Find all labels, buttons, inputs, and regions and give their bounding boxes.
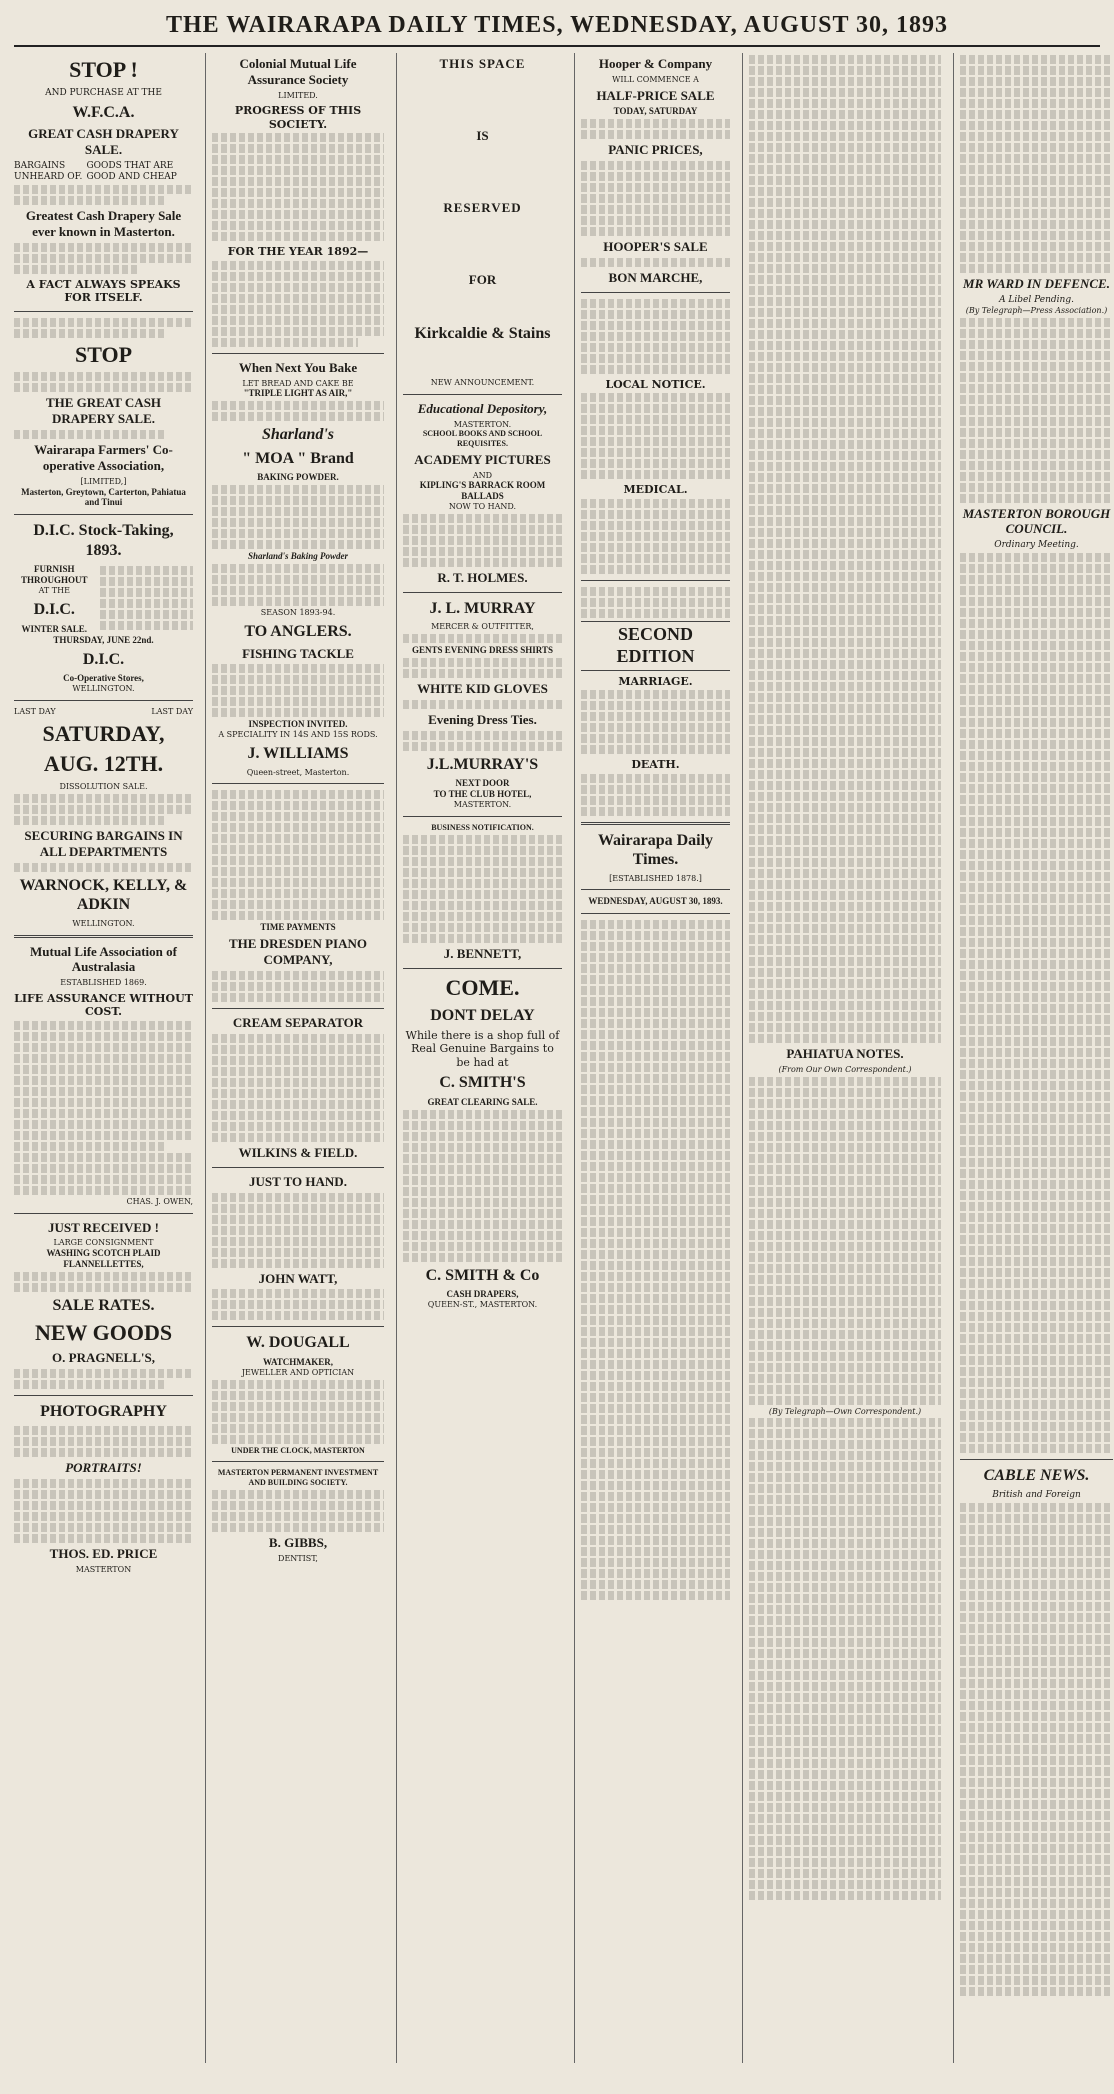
dic-2: D.I.C.	[33, 601, 75, 619]
limited: [LIMITED,]	[80, 476, 127, 486]
wellington-2: WELLINGTON.	[72, 918, 135, 928]
great-sale: GREAT CASH DRAPERY SALE.	[28, 126, 179, 158]
cash-drapers: CASH DRAPERS,	[446, 1289, 519, 1300]
c-smith-co: C. SMITH & Co	[425, 1266, 540, 1284]
to-anglers: TO ANGLERS.	[244, 622, 352, 640]
thos-price: THOS. ED. PRICE	[49, 1545, 158, 1561]
under-clock: UNDER THE CLOCK, MASTERTON	[231, 1445, 365, 1455]
and: AND	[472, 470, 493, 480]
this-space: THIS SPACE	[439, 56, 526, 71]
chas-owen: CHAS. J. OWEN,	[126, 1196, 193, 1206]
column-6	[953, 53, 1114, 2063]
come: COME.	[445, 974, 520, 1000]
column-5	[742, 53, 947, 2063]
business-notification: BUSINESS NOTIFICATION.	[431, 823, 534, 833]
building-society: MASTERTON PERMANENT INVESTMENT AND BUILDING SOCIETY.	[217, 1468, 379, 1488]
life-assurance: LIFE ASSURANCE WITHOUT COST.	[14, 991, 193, 1019]
while-shop: While there is a shop full of Real Genuine Bargains to be had at	[405, 1029, 560, 1069]
towns: Masterton, Greytown, Carterton, Pahiatua and Tinui	[21, 486, 186, 508]
saturday: SATURDAY,	[42, 720, 165, 746]
medical: MEDICAL.	[623, 483, 688, 497]
baking-powder: BAKING POWDER.	[257, 472, 339, 483]
masterton-3: MASTERTON.	[453, 419, 512, 429]
c-smiths: C. SMITH'S	[439, 1074, 526, 1092]
reserved: RESERVED	[443, 199, 522, 215]
queen-st-masterton: QUEEN-ST., MASTERTON.	[427, 1300, 538, 1310]
fact-line: A FACT ALWAYS SPEAKS FOR ITSELF.	[26, 277, 181, 305]
speciality: A SPECIALITY IN 14S AND 15S RODS.	[218, 730, 378, 740]
stop-headline-2: STOP	[74, 341, 133, 367]
telegraph: (By Telegraph—Own Correspondent.)	[768, 1406, 922, 1416]
death: DEATH.	[631, 758, 680, 772]
progress: PROGRESS OF THIS SOCIETY.	[234, 104, 362, 131]
newspaper-title: THE WAIRARAPA DAILY TIMES, WEDNESDAY, AUGUST 30, 1893	[165, 12, 949, 38]
goods-cheap: GOODS THAT ARE GOOD AND CHEAP	[86, 161, 177, 182]
marriage: MARRIAGE.	[618, 674, 693, 688]
great-clearing-sale: GREAT CLEARING SALE.	[427, 1096, 538, 1107]
bargains: BARGAINS UNHEARD OF.	[14, 161, 83, 182]
securing-bargains: SECURING BARGAINS IN ALL DEPARTMENTS	[24, 828, 183, 859]
ordinary-meeting: Ordinary Meeting.	[994, 540, 1079, 551]
hooper-company: Hooper & Company	[598, 56, 713, 71]
dentist: DENTIST,	[278, 1553, 318, 1563]
masterton-1: MASTERTON	[75, 1564, 132, 1574]
column-3	[396, 53, 568, 2063]
washing-flannelettes: WASHING SCOTCH PLAID FLANNELLETTES,	[46, 1248, 161, 1270]
winter-sale: WINTER SALE.	[21, 623, 88, 634]
colonial-limited: LIMITED.	[278, 90, 318, 100]
just-to-hand: JUST TO HAND.	[249, 1173, 347, 1189]
great-cash-drapery: THE GREAT CASH DRAPERY SALE.	[45, 395, 162, 427]
furnish: FURNISH THROUGHOUT	[21, 564, 88, 586]
wairarapa-daily-times: Wairarapa Daily Times.	[597, 831, 714, 869]
warnock-kelly-adkin: WARNOCK, KELLY, & ADKIN	[19, 876, 188, 914]
is: IS	[476, 127, 489, 143]
j-bennett: J. BENNETT,	[443, 945, 522, 961]
photography: PHOTOGRAPHY	[40, 1403, 167, 1421]
rt-holmes: R. T. HOLMES.	[437, 570, 528, 586]
columns	[14, 53, 1111, 2063]
panic-prices: PANIC PRICES,	[608, 142, 703, 158]
will-commence: WILL COMMENCE A	[612, 74, 699, 84]
ballads: BALLADS	[461, 491, 504, 502]
next-door: NEXT DOOR	[455, 778, 510, 789]
new-goods: NEW GOODS	[34, 1319, 173, 1345]
sharlands: Sharland's	[261, 426, 335, 444]
masterton-3b: MASTERTON.	[453, 800, 512, 810]
pahiatua-notes: PAHIATUA NOTES.	[786, 1046, 904, 1061]
sale-rates: SALE RATES.	[52, 1297, 155, 1315]
wfca-heading: W.F.C.A.	[72, 103, 135, 121]
queen-street: Queen-street, Masterton.	[246, 767, 350, 777]
fishing-tackle: FISHING TACKLE	[242, 645, 354, 661]
educational-depository: Educational Depository,	[417, 400, 548, 416]
column-2	[205, 53, 390, 2063]
dic-coop: D.I.C.	[82, 650, 125, 668]
half-price-sale: HALF-PRICE SALE	[596, 87, 715, 103]
club-hotel: TO THE CLUB HOTEL,	[433, 789, 532, 800]
cable-news: CABLE NEWS.	[983, 1467, 1090, 1485]
large-consignment: LARGE CONSIGNMENT	[53, 1238, 154, 1248]
wellington: WELLINGTON.	[72, 684, 135, 694]
white-kid-gloves: WHITE KID GLOVES	[417, 681, 548, 697]
thursday-date: THURSDAY, JUNE 22nd.	[53, 634, 154, 645]
british-foreign: British and Foreign	[992, 1489, 1081, 1500]
john-watt: JOHN WATT,	[258, 1270, 338, 1286]
local-notice: LOCAL NOTICE.	[605, 378, 706, 392]
today-saturday: TODAY, SATURDAY	[613, 106, 698, 117]
last-day-left: LAST DAY	[14, 706, 56, 716]
kiplings: KIPLING'S BARRACK ROOM	[419, 480, 546, 491]
evening-shirts: GENTS EVENING DRESS SHIRTS	[412, 645, 553, 656]
let-bread: LET BREAD AND CAKE BE	[242, 378, 354, 388]
established: ESTABLISHED 1869.	[60, 978, 147, 988]
hoopers-sale: HOOPER'S SALE	[603, 239, 708, 255]
for-the-year: FOR THE YEAR 1892—	[227, 245, 369, 259]
inspection-invited: INSPECTION INVITED.	[248, 719, 348, 730]
dissolution: DISSOLUTION SALE.	[59, 782, 148, 792]
portraits: PORTRAITS!	[65, 1459, 142, 1475]
mercer: MERCER & OUTFITTER,	[431, 622, 534, 632]
now-to-hand: NOW TO HAND.	[448, 502, 517, 512]
mutual-life: Mutual Life Association of Australasia	[30, 943, 177, 975]
jl-murray: J. L. MURRAY	[429, 599, 536, 617]
greatest-sale: Greatest Cash Drapery Sale ever known in Masterton.	[25, 207, 182, 239]
jeweller: JEWELLER AND OPTICIAN	[241, 1367, 355, 1377]
stop-headline: STOP !	[69, 57, 138, 82]
dresden-piano: THE DRESDEN PIANO COMPANY,	[229, 936, 367, 968]
aug-12: AUG. 12TH.	[43, 751, 164, 777]
jl-murrays: J.L.MURRAY'S	[426, 755, 539, 773]
new-announcement: NEW ANNOUNCEMENT.	[430, 377, 535, 387]
press-association: (By Telegraph—Press Association.)	[965, 305, 1108, 315]
w-dougall: W. DOUGALL	[246, 1334, 350, 1352]
kirkcaldie-stains: Kirkcaldie & Stains	[414, 325, 551, 343]
mr-ward-defence: MR WARD IN DEFENCE.	[963, 276, 1110, 291]
column-1	[14, 53, 199, 2063]
column-4	[574, 53, 736, 2063]
time-payments: TIME PAYMENTS	[260, 922, 336, 933]
j-williams: J. WILLIAMS	[247, 745, 349, 763]
season: SEASON 1893-94.	[260, 608, 336, 618]
school-books: SCHOOL BOOKS AND SCHOOL REQUISITES.	[422, 429, 543, 449]
colonial-mutual: Colonial Mutual Life Assurance Society	[239, 56, 357, 87]
moa-brand: " MOA " Brand	[242, 449, 354, 467]
when-next-bake: When Next You Bake	[238, 359, 358, 375]
coop-stores: Co-Operative Stores,	[63, 673, 144, 684]
libel-pending: A Libel Pending.	[999, 294, 1074, 305]
evening-ties: Evening Dress Ties.	[428, 712, 537, 728]
pragnells: O. PRAGNELL'S,	[52, 1350, 155, 1366]
stop-sub: AND PURCHASE AT THE	[45, 87, 162, 98]
dic-stocktaking: D.I.C. Stock-Taking, 1893.	[33, 522, 174, 559]
last-day-right: LAST DAY	[151, 706, 193, 716]
masthead	[14, 12, 1100, 47]
watchmaker: WATCHMAKER,	[262, 1356, 334, 1367]
dont-delay: DONT DELAY	[430, 1006, 535, 1024]
cream-separator: CREAM SEPARATOR	[232, 1015, 364, 1031]
sharlands-powder: Sharland's Baking Powder	[247, 551, 349, 562]
b-gibbs: B. GIBBS,	[268, 1534, 328, 1550]
farmers-cooperative: Wairarapa Farmers' Co-operative Association,	[34, 442, 173, 473]
bon-marche: BON MARCHE,	[608, 270, 703, 286]
second-edition: SECOND EDITION	[581, 621, 730, 671]
own-correspondent: (From Our Own Correspondent.)	[778, 1064, 912, 1074]
at-the: AT THE	[38, 586, 70, 596]
just-received: JUST RECEIVED !	[47, 1219, 159, 1235]
academy-pictures: ACADEMY PICTURES	[414, 451, 551, 467]
wilkins-field: WILKINS & FIELD.	[238, 1144, 358, 1160]
triple-light: "TRIPLE LIGHT AS AIR,"	[243, 388, 353, 399]
established-1878: [ESTABLISHED 1878.]	[609, 873, 702, 883]
date-line: WEDNESDAY, AUGUST 30, 1893.	[588, 896, 723, 907]
for: FOR	[468, 271, 497, 287]
borough-council: MASTERTON BOROUGH COUNCIL.	[962, 505, 1111, 537]
